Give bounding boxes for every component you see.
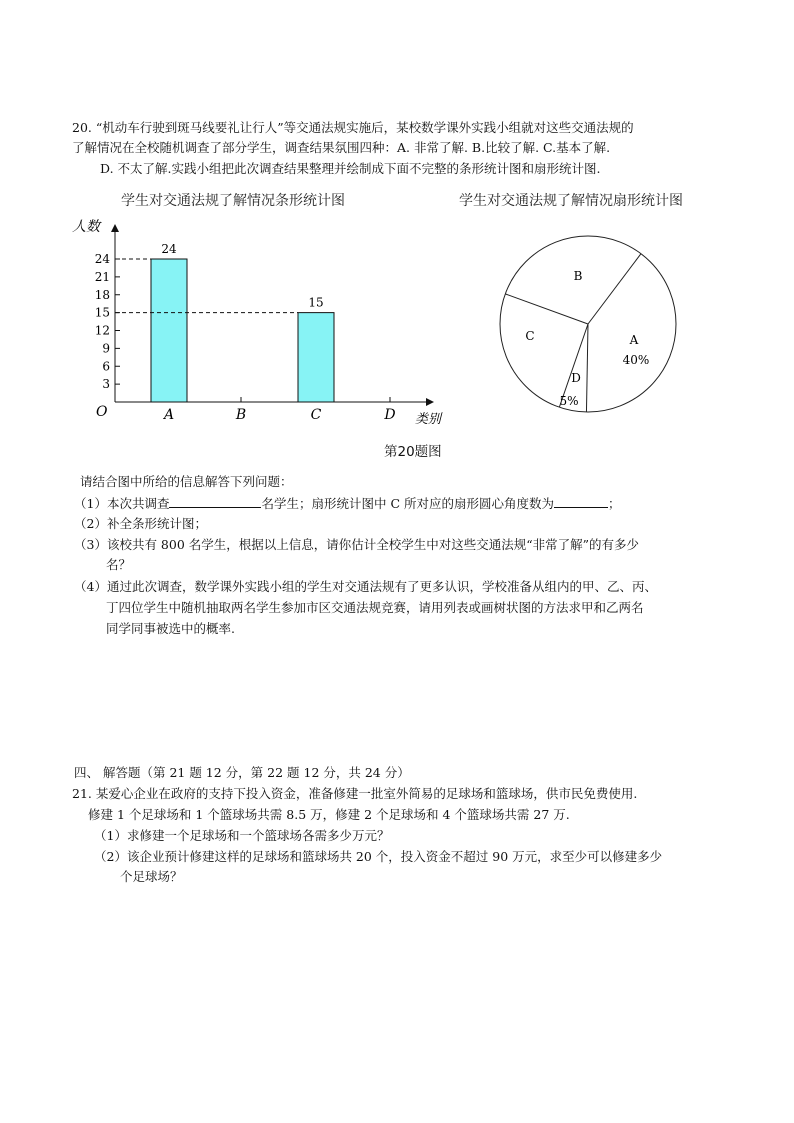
- answer-blank-total[interactable]: [169, 493, 261, 508]
- x-tick-label-b: B: [235, 407, 247, 423]
- q20-prompt: 请结合图中所给的信息解答下列问题：: [80, 474, 293, 489]
- pie-slice-percent-a: 40%: [622, 353, 650, 367]
- q20-sub4-line-1: （4）通过此次调查，数学课外实践小组的学生对交通法规有了更多认识，学校准备从组内的甲、乙、丙、: [74, 579, 657, 594]
- bar-chart-title: 学生对交通法规了解情况条形统计图: [121, 193, 345, 209]
- pie-slice-percent-d: 5%: [559, 394, 579, 408]
- pie-slice-label-d: D: [571, 371, 581, 385]
- bar-chart: [60, 212, 460, 432]
- x-tick-label-a: A: [163, 407, 175, 423]
- answer-blank-angle[interactable]: [554, 493, 608, 508]
- pie-slice-label-a: A: [629, 333, 639, 347]
- q21-sub2-line-2: 个足球场？: [120, 869, 183, 884]
- x-tick-label-c: C: [310, 407, 322, 423]
- q20-sub1-part-b: 名学生；扇形统计图中 C 所对应的扇形圆心角度数为: [261, 496, 554, 511]
- origin-label: O: [96, 404, 108, 420]
- q20-line-2: 了解情况在全校随机调查了部分学生，调查结果氛围四种：A. 非常了解. B.比较了解. C.基本了解.: [72, 140, 611, 155]
- q20-sub1: [74, 493, 621, 513]
- bar-value-label-a: 24: [161, 242, 177, 256]
- pie-slice-label-b: B: [573, 269, 583, 283]
- pie-radius-line-1: [588, 254, 641, 324]
- q20-sub3-line-1: （3）该校共有 800 名学生，根据以上信息，请你估计全校学生中对这些交通法规“非常了解”的有多少: [74, 537, 640, 552]
- q20-sub2: （2）补全条形统计图；: [74, 516, 207, 531]
- figure-caption: 第20题图: [384, 444, 442, 460]
- q21-line-1: 21. 某爱心企业在政府的支持下投入资金，准备修建一批室外简易的足球场和篮球场，供市民免费使用.: [72, 786, 638, 801]
- q20-sub1-part-c: ；: [607, 496, 621, 511]
- q21-line-2: 修建 1 个足球场和 1 个篮球场共需 8.5 万，修建 2 个足球场和 4 个篮球场共需 27 万.: [88, 807, 570, 822]
- q20-sub3-line-2: 名？: [106, 557, 132, 572]
- q21-sub1: （1）求修建一个足球场和一个篮球场各需多少万元？: [94, 828, 390, 843]
- y-tick-label: 12: [94, 323, 110, 338]
- q21-sub2-line-1: （2）该企业预计修建这样的足球场和篮球场共 20 个，投入资金不超过 90 万元，求至少可以修建多少: [94, 849, 663, 864]
- y-tick-label: 15: [94, 305, 110, 320]
- pie-radius-line-2: [586, 324, 588, 412]
- pie-chart-title: 学生对交通法规了解情况扇形统计图: [459, 193, 683, 209]
- q20-sub4-line-2: 丁四位学生中随机抽取两名学生参加市区交通法规竞赛，请用列表或画树状图的方法求甲和乙两名: [106, 600, 644, 615]
- y-tick-label: 6: [102, 359, 110, 374]
- x-tick-label-d: D: [384, 407, 396, 423]
- y-tick-label: 21: [94, 269, 110, 284]
- y-tick-label: 3: [102, 377, 110, 392]
- bar-a: [151, 259, 187, 402]
- y-tick-label: 9: [102, 341, 110, 356]
- y-axis-label: 人数: [72, 219, 100, 235]
- x-axis-label: 类别: [415, 412, 442, 427]
- y-tick-label: 18: [94, 287, 110, 302]
- q20-line-3: D. 不太了解.实践小组把此次调查结果整理并绘制成下面不完整的条形统计图和扇形统计图.: [100, 161, 601, 176]
- bar-c: [298, 313, 334, 402]
- q20-sub1-part-a: （1）本次共调查: [74, 496, 170, 511]
- q20-sub4-line-3: 同学同事被选中的概率.: [106, 621, 235, 636]
- pie-chart: [490, 220, 690, 420]
- section-4-heading: 四、 解答题（第 21 题 12 分，第 22 题 12 分，共 24 分）: [74, 765, 410, 780]
- pie-radius-line-4: [505, 294, 588, 324]
- bar-value-label-c: 15: [308, 295, 324, 310]
- y-tick-label: 24: [94, 252, 110, 266]
- q20-line-1: 20. “机动车行驶到斑马线要礼让行人”等交通法规实施后，某校数学课外实践小组就对这些交通法规的: [72, 120, 634, 135]
- pie-slice-label-c: C: [525, 329, 535, 343]
